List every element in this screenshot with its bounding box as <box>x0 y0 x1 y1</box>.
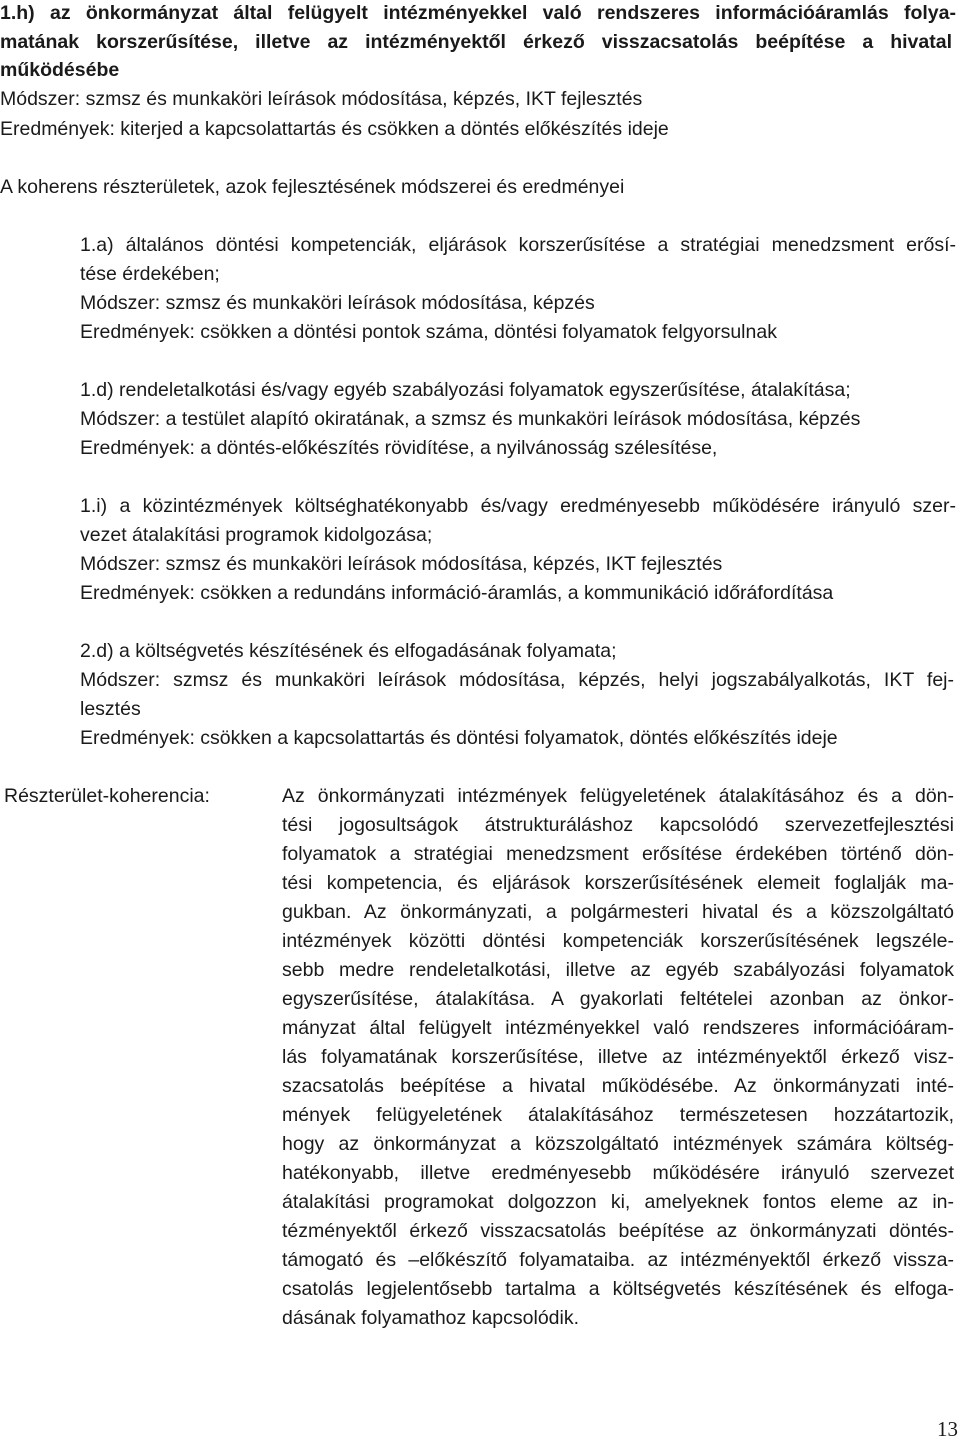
coherence-line: folyamatok a stratégiai menedzsment erősítése érdekében történő dön- <box>282 843 954 865</box>
item-1a-method: Módszer: szmsz és munkaköri leírások módosítása, képzés <box>80 292 595 314</box>
heading-line-1: 1.h) az önkormányzat által felügyelt intézményekkel való rendszeres információáramlás folya- <box>0 2 956 24</box>
heading-method: Módszer: szmsz és munkaköri leírások módosítása, képzés, IKT fejlesztés <box>0 88 643 110</box>
coherence-line: tési jogosultságok átstrukturáláshoz kapcsolódó szervezetfejlesztési <box>282 814 954 836</box>
coherence-line: sebb medre rendeletalkotási, illetve az egyéb szabályozási folyamatok <box>282 959 954 981</box>
coherence-line: egyszerűsítése, átalakítása. A gyakorlati feltételei azonban az önkor- <box>282 988 954 1010</box>
item-1d-results: Eredmények: a döntés-előkészítés rövidítése, a nyilvánosság szélesítése, <box>80 437 718 459</box>
item-1a-title-line-1: 1.a) általános döntési kompetenciák, eljárások korszerűsítése a stratégiai menedzsment erősí- <box>80 234 956 256</box>
coherence-line: hogy az önkormányzat a közszolgáltató intézmények számára költség- <box>282 1133 954 1155</box>
subtitle: A koherens részterületek, azok fejlesztésének módszerei és eredményei <box>0 176 625 198</box>
coherence-line: mények felügyeletének átalakításához természetesen hozzátartozik, <box>282 1104 954 1126</box>
coherence-line: hatékonyabb, illetve eredményesebb működésére irányuló szervezet <box>282 1162 954 1184</box>
coherence-line: tézményektől érkező visszacsatolás beépítése az önkormányzati döntés- <box>282 1220 954 1242</box>
item-1i-title-line-1: 1.i) a közintézmények költséghatékonyabb és/vagy eredményesebb működésére irányuló szer- <box>80 495 956 517</box>
coherence-line: átalakítási programokat dolgozzon ki, amelyeknek fontos eleme az in- <box>282 1191 954 1213</box>
item-1a-title-line-2: tése érdekében; <box>80 263 220 285</box>
coherence-line: szacsatolás beépítése a hivatal működésébe. Az önkormányzati inté- <box>282 1075 954 1097</box>
coherence-line: lás folyamatának korszerűsítése, illetve az intézményektől érkező visz- <box>282 1046 954 1068</box>
item-1i-results: Eredmények: csökken a redundáns információ-áramlás, a kommunikáció időráfordítása <box>80 582 834 604</box>
coherence-line: gukban. Az önkormányzati, a polgármesteri hivatal és a közszolgáltató <box>282 901 954 923</box>
item-2d-title: 2.d) a költségvetés készítésének és elfogadásának folyamata; <box>80 640 617 662</box>
coherence-line: Az önkormányzati intézmények felügyeletének átalakításához és a dön- <box>282 785 954 807</box>
item-1i-title-line-2: vezet átalakítási programok kidolgozása; <box>80 524 433 546</box>
item-1d-method: Módszer: a testület alapító okiratának, a szmsz és munkaköri leírások módosítása, képzés <box>80 408 861 430</box>
item-1i-method: Módszer: szmsz és munkaköri leírások módosítása, képzés, IKT fejlesztés <box>80 553 723 575</box>
coherence-label: Részterület-koherencia: <box>4 785 210 807</box>
heading-line-3: működésébe <box>0 59 120 81</box>
item-1d-title: 1.d) rendeletalkotási és/vagy egyéb szabályozási folyamatok egyszerűsítése, átalakítása; <box>80 379 851 401</box>
item-1a-results: Eredmények: csökken a döntési pontok száma, döntési folyamatok felgyorsulnak <box>80 321 777 343</box>
coherence-line: csatolás legjelentősebb tartalma a költségvetés készítésének és elfoga- <box>282 1278 954 1300</box>
item-2d-results: Eredmények: csökken a kapcsolattartás és döntési folyamatok, döntés előkészítés ideje <box>80 727 838 749</box>
coherence-line: támogató és –előkészítő folyamataiba. az intézményektől érkező vissza- <box>282 1249 954 1271</box>
coherence-line: dásának folyamathoz kapcsolódik. <box>282 1307 580 1329</box>
item-2d-method-line-2: lesztés <box>80 698 141 720</box>
item-2d-method-line-1: Módszer: szmsz és munkaköri leírások módosítása, képzés, helyi jogszabályalkotás, IKT fej- <box>80 669 954 691</box>
heading-line-2: matának korszerűsítése, illetve az intézményektől érkező visszacsatolás beépítése a hivatal <box>0 31 952 53</box>
coherence-line: intézmények közötti döntési kompetenciák korszerűsítésének legszéle- <box>282 930 954 952</box>
page-number: 13 <box>937 1417 958 1441</box>
coherence-line: mányzat által felügyelt intézményekkel való rendszeres információáram- <box>282 1017 954 1039</box>
coherence-line: tési kompetencia, és eljárások korszerűsítésének elemeit foglalják ma- <box>282 872 954 894</box>
heading-results: Eredmények: kiterjed a kapcsolattartás és csökken a döntés előkészítés ideje <box>0 118 669 140</box>
